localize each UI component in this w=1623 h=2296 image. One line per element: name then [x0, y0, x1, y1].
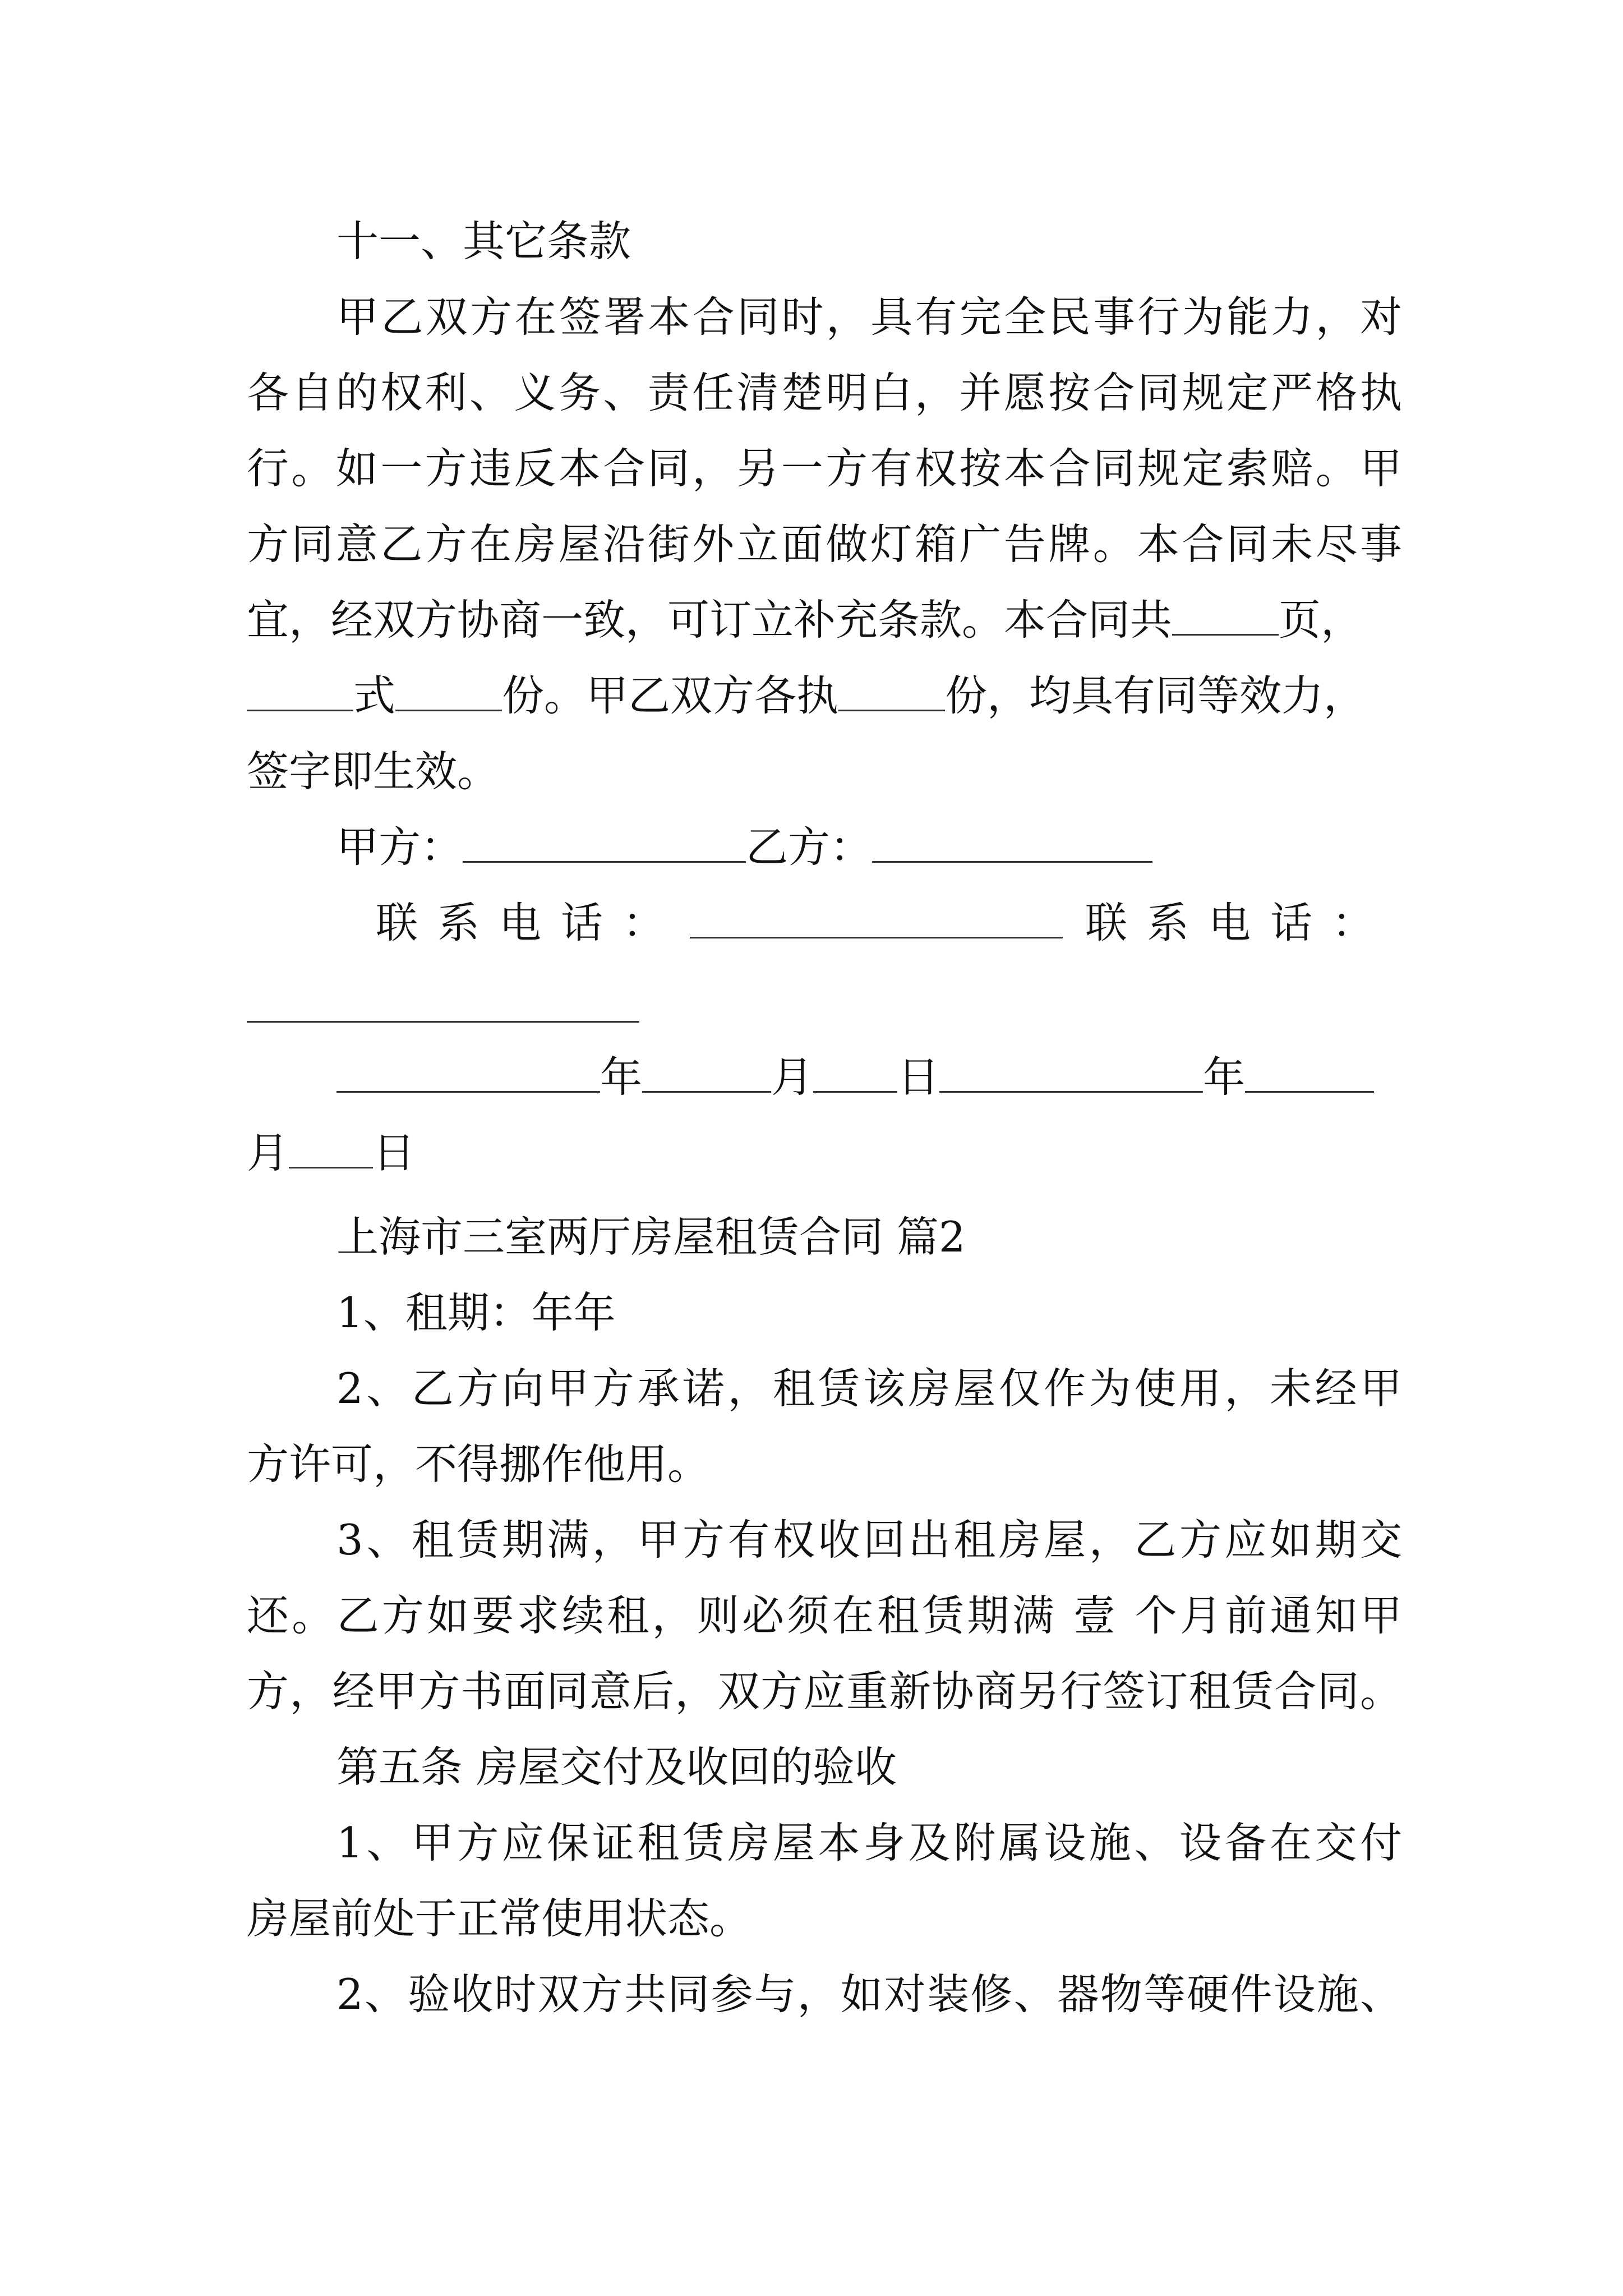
party-b-blank: [872, 822, 1152, 863]
fill-blank: [1245, 1052, 1374, 1093]
paragraph-text: 宜，经双方协商一致，可订立补充条款。本合同共: [247, 595, 1173, 645]
paragraph-line: 行。如一方违反本合同，另一方有权按本合同规定索赔。甲: [247, 444, 1402, 493]
paragraph-line: 甲乙双方在签署本合同时，具有完全民事行为能力，对: [336, 292, 1402, 342]
phone-line: [376, 898, 1402, 948]
fill-blank: [247, 670, 353, 711]
phone-label-b: 联系电话：: [1085, 898, 1394, 947]
list-item: 1、甲方应保证租赁房屋本身及附属设施、设备在交付: [336, 1818, 1402, 1867]
paragraph-line: 还。乙方如要求续租，则必须在租赁期满 壹 个月前通知甲: [247, 1591, 1402, 1640]
paragraph-line: 方许可，不得挪作他用。: [247, 1439, 710, 1489]
phone-a-blank: [690, 898, 1063, 938]
party-a-label: 甲方：: [336, 822, 463, 872]
phone-label-a: 联系电话：: [376, 898, 685, 947]
party-a-blank: [463, 822, 746, 863]
fill-blank: [838, 670, 945, 711]
party-line: [336, 822, 1402, 872]
fill-blank: [939, 1052, 1203, 1093]
fill-blank: [395, 670, 502, 711]
month-label: 月: [771, 1052, 814, 1102]
paragraph-line: 方，经甲方书面同意后，双方应重新协商另行签订租赁合同。: [247, 1667, 1402, 1716]
fill-blank: [642, 1052, 771, 1093]
month-label: 月: [247, 1128, 289, 1177]
paragraph-text: 份，均具有同等效力，: [945, 671, 1366, 720]
section-heading: 十一、其它条款: [336, 217, 631, 266]
section-title: 上海市三室两厅房屋租赁合同 篇2: [336, 1212, 966, 1262]
paragraph-line: [247, 670, 1402, 721]
paragraph-text: 份。甲乙双方各执: [502, 671, 839, 720]
list-item: 3、租赁期满，甲方有权收回出租房屋，乙方应如期交: [336, 1515, 1402, 1565]
paragraph-line: 房屋前处于正常使用状态。: [247, 1894, 752, 1943]
paragraph-text: 页，: [1279, 595, 1363, 645]
date-line-continued: [247, 1128, 1402, 1178]
paragraph-line: 方同意乙方在房屋沿街外立面做灯箱广告牌。本合同未尽事: [247, 519, 1402, 569]
list-item: 1、租期：年年: [336, 1288, 616, 1337]
year-label: 年: [1203, 1052, 1246, 1102]
year-label: 年: [600, 1052, 643, 1102]
list-item: 2、验收时双方共同参与，如对装修、器物等硬件设施、: [336, 1970, 1402, 2019]
fill-blank: [813, 1052, 897, 1093]
fill-blank: [1172, 595, 1279, 636]
date-line: [336, 1052, 1402, 1102]
article-heading: 第五条 房屋交付及收回的验收: [336, 1742, 897, 1792]
party-b-label: 乙方：: [746, 822, 873, 872]
fill-blank: [336, 1052, 600, 1093]
paragraph-text: 式: [353, 671, 396, 720]
paragraph-line: 各自的权利、义务、责任清楚明白，并愿按合同规定严格执: [247, 368, 1402, 417]
day-label: 日: [897, 1052, 940, 1102]
phone-b-blank: [247, 1021, 639, 1023]
paragraph-line: 签字即生效。: [247, 747, 500, 796]
day-label: 日: [373, 1128, 416, 1177]
paragraph-line: [247, 595, 1402, 645]
fill-blank: [289, 1128, 373, 1168]
list-item: 2、乙方向甲方承诺，租赁该房屋仅作为使用，未经甲: [336, 1364, 1402, 1413]
